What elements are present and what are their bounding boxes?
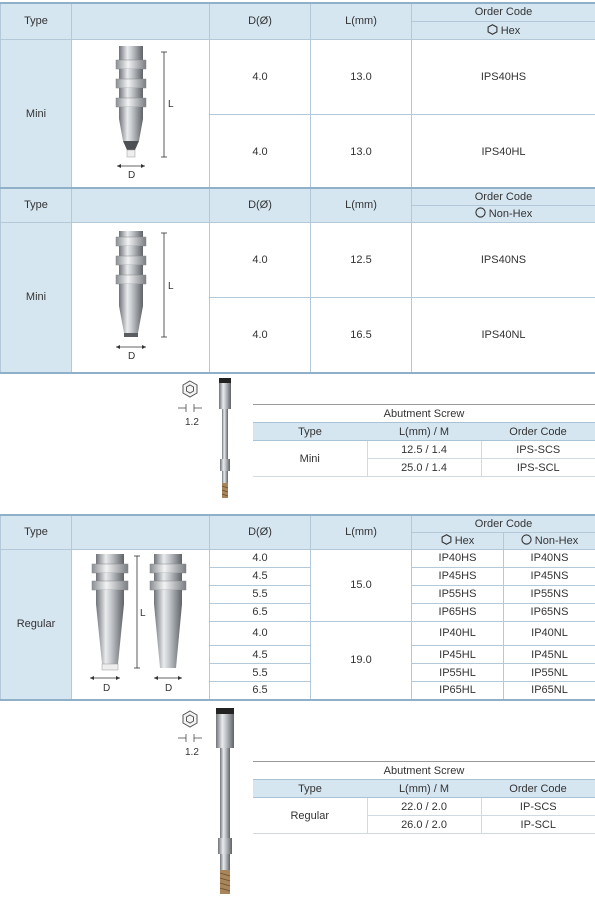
dim-label-d: D [128,350,136,362]
cell-code: IPS40NS [412,222,595,297]
cell-length-m: 22.0 / 2.0 [367,798,481,816]
cell-code: IPS40HS [412,39,595,114]
cell-hex-code: IP55HL [412,664,504,682]
header-length: L(mm) [311,3,412,39]
cell-hex-code: IP40HS [412,549,504,567]
abutment-image-mini-nonhex [72,222,210,373]
cell-code: IPS40HL [412,114,595,189]
cell-hex-code: IP65HL [412,682,504,700]
cell-d: 4.0 [210,114,311,189]
abutment-image-mini-hex [72,39,210,190]
cell-hex-code: IP65HS [412,603,504,621]
header-length: L(mm) [311,188,412,222]
header-length: L(mm) [311,515,412,549]
header-diameter: D(Ø) [210,515,311,549]
hex-label: Hex [500,24,521,37]
abutment-table-regular [0,514,595,701]
regular-abutment-screw-illustration [170,706,250,898]
header-type: Type [1,3,72,39]
circle-icon [475,207,486,218]
cell-nonhex-code: IP40NS [504,549,595,567]
cell-hex-code: IP45HS [412,567,504,585]
header-length-m: L(mm) / M [367,423,481,441]
cell-l: 12.5 [311,222,412,297]
cell-nonhex-code: IP65NS [504,603,595,621]
cell-nonhex-code: IP55NL [504,664,595,682]
cell-l: 13.0 [311,114,412,189]
cell-nonhex-code: IP45NL [504,646,595,664]
header-order-code: Order Code [481,780,595,798]
dim-label-d: D [165,682,173,694]
hex-label: Hex [454,535,475,547]
cell-code: IPS40NL [412,297,595,372]
type-cell: Mini [253,441,367,477]
regular-abutment-illustration [72,550,210,696]
header-nonhex [412,205,595,222]
hex-size-label: 1.2 [185,747,199,758]
header-hex [412,21,595,39]
cell-code: IP-SCL [481,816,595,834]
header-order-code: Order Code [412,3,595,21]
header-diameter: D(Ø) [210,188,311,222]
cell-nonhex-code: IP45NS [504,567,595,585]
type-cell: Regular [1,549,72,700]
type-cell: Mini [1,222,72,373]
header-hex [412,532,504,549]
mini-abutment-screw-illustration [170,376,250,506]
cell-l: 19.0 [311,621,412,700]
header-image [72,3,210,39]
abutment-table-mini-nonhex [0,187,595,374]
cell-d: 4.5 [210,646,311,664]
cell-d: 6.5 [210,682,311,700]
abutment-table-mini-hex [0,2,595,191]
cell-d: 4.0 [210,549,311,567]
circle-icon [521,534,532,545]
header-image [72,188,210,222]
mini-hex-abutment-illustration [72,40,210,186]
header-length-m: L(mm) / M [367,780,481,798]
cell-d: 4.0 [210,222,311,297]
cell-code: IP-SCS [481,798,595,816]
cell-l: 15.0 [311,549,412,621]
screw-table-title: Abutment Screw [253,762,595,780]
cell-l: 16.5 [311,297,412,372]
header-image [72,515,210,549]
header-type: Type [253,780,367,798]
mini-nonhex-abutment-illustration [72,223,210,369]
type-cell: Regular [253,798,367,834]
header-type: Type [1,515,72,549]
hex-size-label: 1.2 [185,417,199,428]
dim-label-l: L [140,607,146,619]
abutment-screw-table-regular [253,761,595,834]
dim-label-d: D [128,169,136,181]
cell-d: 4.0 [210,297,311,372]
hexagon-icon [441,534,452,545]
cell-length-m: 25.0 / 1.4 [367,459,481,477]
screw-table-title: Abutment Screw [253,405,595,423]
header-order-code: Order Code [412,188,595,205]
cell-l: 13.0 [311,39,412,114]
hexagon-icon [487,24,498,35]
type-cell: Mini [1,39,72,190]
header-nonhex [504,532,595,549]
nonhex-label: Non-Hex [488,208,533,220]
cell-nonhex-code: IP40NL [504,621,595,646]
hexagon-icon [183,381,197,397]
dim-label-l: L [168,98,174,110]
cell-nonhex-code: IP55NS [504,585,595,603]
header-order-code: Order Code [412,515,595,532]
cell-length-m: 12.5 / 1.4 [367,441,481,459]
cell-d: 5.5 [210,664,311,682]
cell-d: 4.0 [210,39,311,114]
cell-length-m: 26.0 / 2.0 [367,816,481,834]
dim-label-l: L [168,280,174,292]
cell-d: 6.5 [210,603,311,621]
header-type: Type [1,188,72,222]
cell-code: IPS-SCS [481,441,595,459]
cell-hex-code: IP45HL [412,646,504,664]
header-diameter: D(Ø) [210,3,311,39]
abutment-screw-table-mini [253,404,595,477]
header-order-code: Order Code [481,423,595,441]
hexagon-icon [183,711,197,727]
cell-hex-code: IP40HL [412,621,504,646]
cell-d: 5.5 [210,585,311,603]
header-type: Type [253,423,367,441]
cell-d: 4.0 [210,621,311,646]
cell-nonhex-code: IP65NL [504,682,595,700]
nonhex-label: Non-Hex [534,535,579,547]
abutment-image-regular [72,549,210,700]
cell-code: IPS-SCL [481,459,595,477]
cell-hex-code: IP55HS [412,585,504,603]
dim-label-d: D [103,682,111,694]
cell-d: 4.5 [210,567,311,585]
